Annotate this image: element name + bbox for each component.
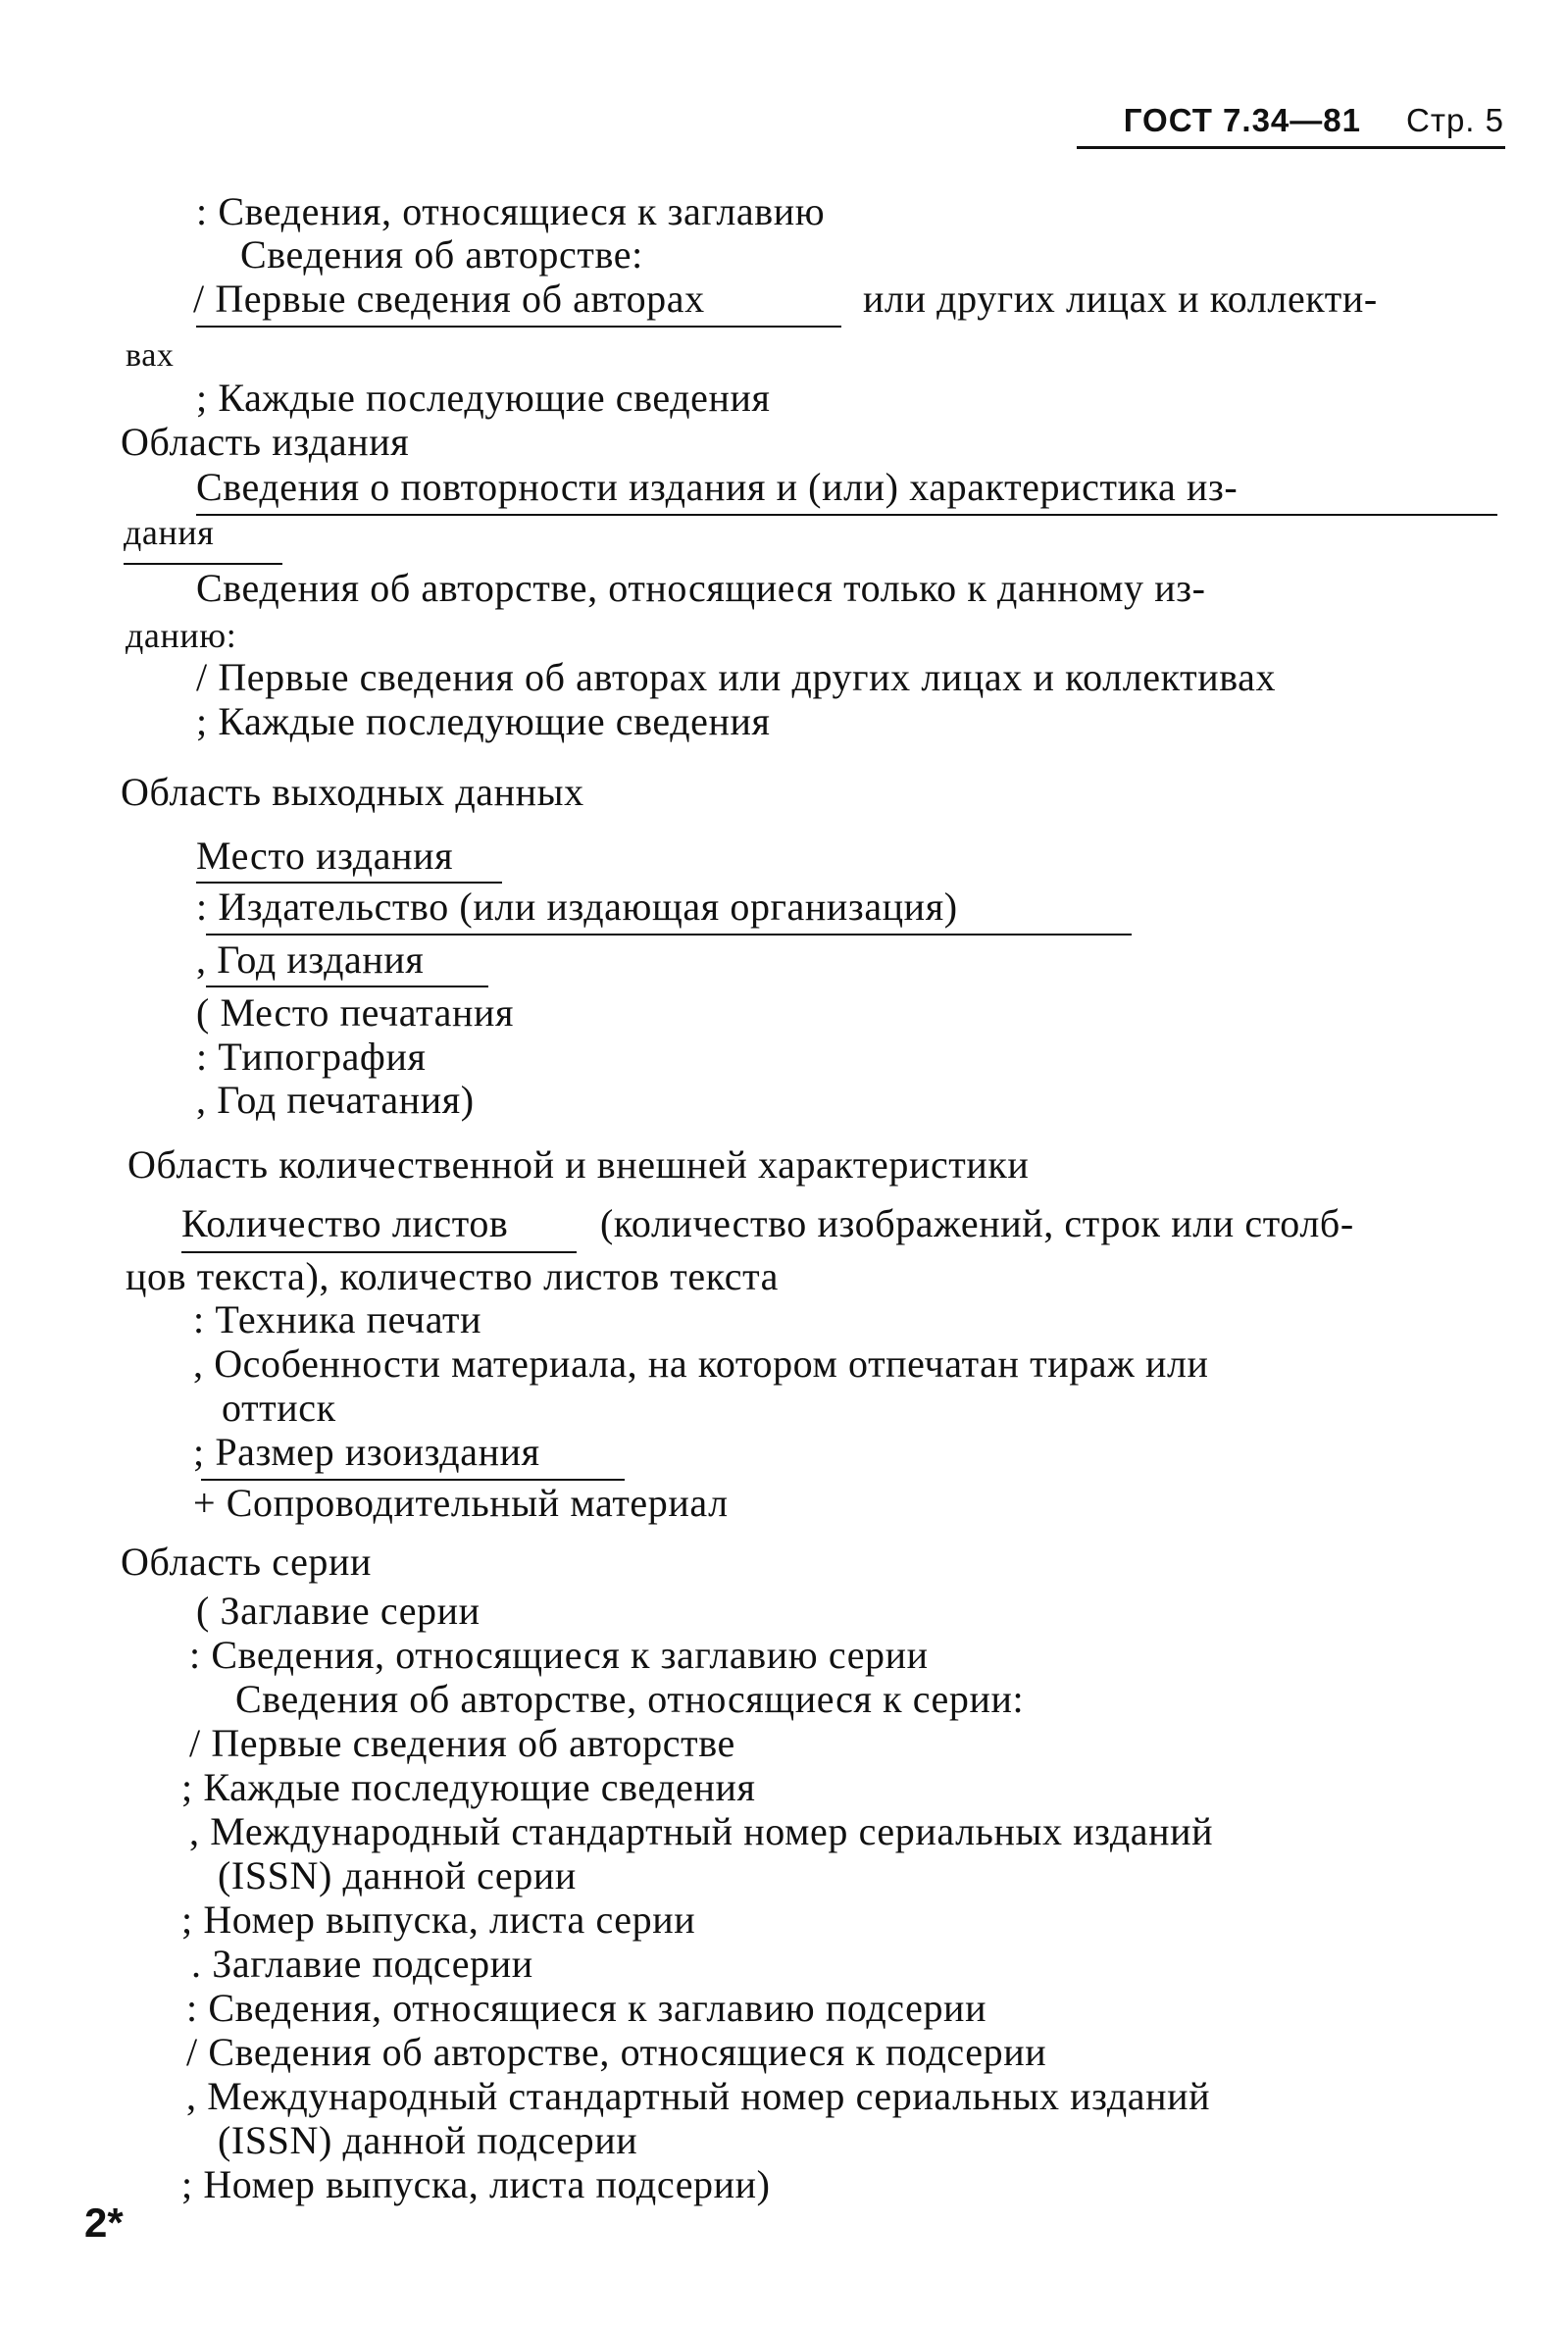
text-line: (ISSN) данной подсерии bbox=[218, 2118, 638, 2162]
text-line: дания bbox=[124, 513, 215, 552]
text-line: , Год печатания) bbox=[196, 1078, 475, 1122]
text-line: ; Размер изоиздания bbox=[193, 1430, 540, 1474]
text-line: . Заглавие подсерии bbox=[191, 1942, 533, 1986]
text-line: : Сведения, относящиеся к заглавию серии bbox=[189, 1633, 929, 1677]
text-line: (ISSN) данной серии bbox=[218, 1853, 577, 1897]
text-line: / Первые сведения об авторах или других лицах и коллективах bbox=[196, 655, 1277, 699]
text-line: ; Каждые последующие сведения bbox=[196, 376, 771, 420]
text-line: , Год издания bbox=[196, 937, 425, 982]
text-line: Сведения об авторстве, относящиеся только к данному из- bbox=[196, 566, 1206, 610]
underline bbox=[196, 326, 841, 328]
signature-mark: 2* bbox=[84, 2200, 124, 2246]
text-line: оттиск bbox=[222, 1386, 336, 1430]
section-heading: Область серии bbox=[121, 1540, 373, 1584]
underline bbox=[196, 514, 1497, 516]
section-heading: Область количественной и внешней характеристики bbox=[127, 1142, 1030, 1187]
standard-id: ГОСТ 7.34—81 bbox=[1123, 102, 1361, 138]
text-line: или других лицах и коллекти- bbox=[863, 277, 1378, 321]
text-line: Сведения об авторстве, относящиеся к серии: bbox=[235, 1677, 1025, 1721]
text-line: / Первые сведения об авторах bbox=[193, 277, 705, 321]
text-line: вах bbox=[126, 337, 175, 374]
text-line: : Техника печати bbox=[193, 1297, 482, 1341]
text-line: цов текста), количество листов текста bbox=[126, 1254, 780, 1298]
text-line: , Особенности материала, на котором отпечатан тираж или bbox=[193, 1341, 1209, 1386]
text-line: , Международный стандартный номер сериальных изданий bbox=[189, 1809, 1214, 1853]
page-header bbox=[1124, 102, 1504, 139]
text-line: Место издания bbox=[196, 834, 454, 878]
text-line: (количество изображений, строк или столб- bbox=[600, 1201, 1354, 1245]
underline bbox=[206, 934, 1132, 935]
underline bbox=[124, 563, 282, 565]
text-line: ; Номер выпуска, листа подсерии) bbox=[181, 2162, 771, 2206]
text-line: : Сведения, относящиеся к заглавию bbox=[196, 189, 826, 233]
text-line: / Сведения об авторстве, относящиеся к подсерии bbox=[186, 2030, 1047, 2074]
text-line: + Сопроводительный материал bbox=[193, 1481, 729, 1525]
text-line: ; Каждые последующие сведения bbox=[181, 1765, 756, 1809]
text-line: : Сведения, относящиеся к заглавию подсерии bbox=[186, 1986, 987, 2030]
text-line: ; Номер выпуска, листа серии bbox=[181, 1897, 696, 1942]
text-line: ( Заглавие серии bbox=[196, 1589, 481, 1633]
text-line: ; Каждые последующие сведения bbox=[196, 699, 771, 743]
text-line: : Типография bbox=[196, 1035, 427, 1079]
underline bbox=[181, 1251, 577, 1253]
header-rule bbox=[1077, 146, 1505, 149]
text-line: / Первые сведения об авторстве bbox=[189, 1721, 735, 1765]
text-line: Количество листов bbox=[181, 1201, 509, 1245]
underline bbox=[196, 882, 502, 884]
text-line: Сведения об авторстве: bbox=[240, 232, 643, 277]
section-heading: Область выходных данных bbox=[121, 770, 584, 814]
text-line: Сведения о повторности издания и (или) характеристика из- bbox=[196, 465, 1239, 509]
text-line: : Издательство (или издающая организация) bbox=[196, 885, 958, 929]
text-line: ( Место печатания bbox=[196, 990, 514, 1035]
underline bbox=[206, 986, 488, 987]
page-number: Стр. 5 bbox=[1406, 102, 1504, 138]
text-line: данию: bbox=[126, 616, 237, 655]
text-line: , Международный стандартный номер сериальных изданий bbox=[186, 2074, 1211, 2118]
section-heading: Область издания bbox=[121, 420, 410, 464]
